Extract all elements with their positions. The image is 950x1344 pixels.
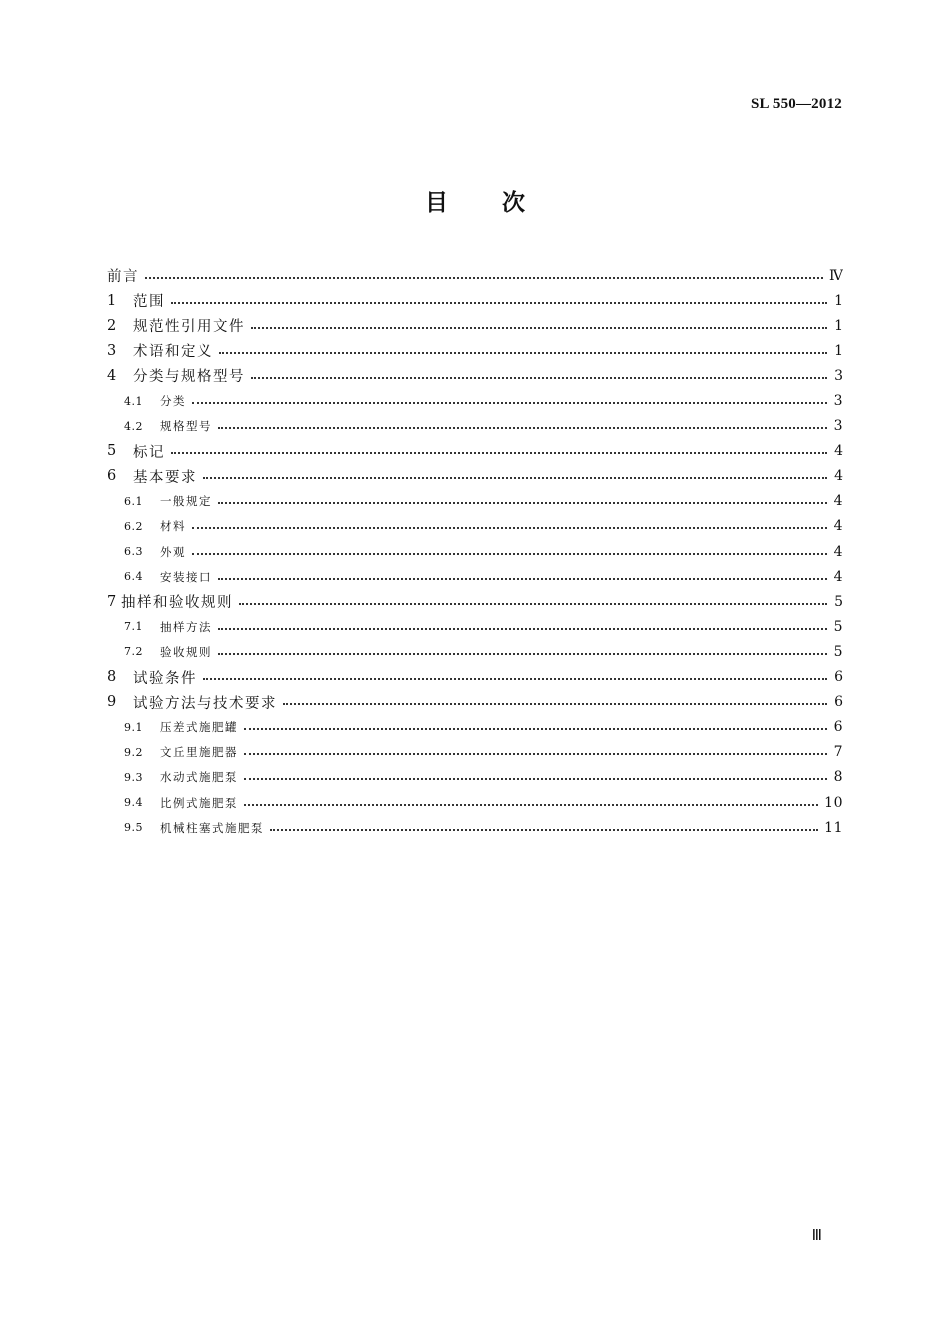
toc-entry[interactable] xyxy=(107,363,843,388)
toc-entry-page: 4 xyxy=(833,493,843,510)
toc-entry[interactable] xyxy=(107,263,843,288)
toc-entry-number: 7.1 xyxy=(124,620,143,634)
toc-entry[interactable] xyxy=(107,614,843,639)
toc-entry[interactable] xyxy=(107,464,843,489)
toc-entry-number: 9 xyxy=(107,694,117,711)
dot-leader xyxy=(171,452,827,454)
toc-entry[interactable] xyxy=(107,815,843,840)
page-title xyxy=(0,184,950,217)
toc-entry-number: 6.3 xyxy=(124,545,143,559)
toc-entry-page: 4 xyxy=(834,443,843,460)
toc-entry-page: 7 xyxy=(833,744,843,761)
toc-entry-number: 6.1 xyxy=(124,494,143,508)
toc-entry-page: 4 xyxy=(833,568,843,585)
toc-entry[interactable] xyxy=(107,665,843,690)
toc-entry-page: 8 xyxy=(833,769,843,786)
dot-leader xyxy=(219,352,827,354)
dot-leader xyxy=(283,703,827,705)
toc-entry-number: 4.2 xyxy=(124,419,143,433)
dot-leader xyxy=(218,653,827,655)
toc-entry[interactable] xyxy=(107,539,843,564)
toc-entry-page: 1 xyxy=(834,317,843,334)
toc-entry-label: 安装接口 xyxy=(160,569,212,584)
toc-entry-page: 1 xyxy=(834,292,843,309)
title-part-1: 目 xyxy=(424,190,448,216)
toc-entry-number: 6.4 xyxy=(124,570,143,584)
dot-leader xyxy=(251,377,827,379)
dot-leader xyxy=(145,277,823,279)
toc-entry-label: 术语和定义 xyxy=(133,344,213,361)
toc-entry-page: 1 xyxy=(834,342,843,359)
toc-entry-label: 试验方法与技术要求 xyxy=(133,695,277,712)
toc-entry[interactable] xyxy=(107,338,843,363)
toc-entry-number: 9.2 xyxy=(124,745,143,759)
toc-entry-label: 压差式施肥罐 xyxy=(160,720,238,735)
toc-entry-number: 6 xyxy=(107,468,117,485)
toc-entry[interactable] xyxy=(107,489,843,514)
toc-entry[interactable] xyxy=(107,715,843,740)
toc-entry-number: 7.2 xyxy=(124,645,143,659)
toc-entry-number: 9.1 xyxy=(124,720,143,734)
toc-entry-label: 材料 xyxy=(160,519,186,534)
dot-leader xyxy=(244,728,827,730)
toc-entry-page: 5 xyxy=(833,643,843,660)
toc-entry-label: 文丘里施肥器 xyxy=(160,745,238,760)
toc-entry-label: 基本要求 xyxy=(133,469,197,486)
toc-entry-label: 前言 xyxy=(107,269,139,286)
toc-entry[interactable] xyxy=(107,564,843,589)
toc-entry-label: 一般规定 xyxy=(160,494,212,509)
toc-entry-number: 4 xyxy=(107,367,117,384)
dot-leader xyxy=(239,603,827,605)
toc-entry[interactable] xyxy=(107,765,843,790)
dot-leader xyxy=(192,402,827,404)
dot-leader xyxy=(218,427,827,429)
toc-entry-number: 6.2 xyxy=(124,519,143,533)
toc-entry-page: 3 xyxy=(834,367,843,384)
toc-entry-page: 10 xyxy=(824,794,843,811)
dot-leader xyxy=(251,327,827,329)
dot-leader xyxy=(218,502,827,504)
toc-entry-number: 2 xyxy=(107,317,117,334)
toc-entry-page: 11 xyxy=(824,819,843,836)
page-number: Ⅲ xyxy=(811,1228,822,1244)
toc-entry[interactable] xyxy=(107,288,843,313)
standard-code: SL 550—2012 xyxy=(751,96,842,112)
toc-entry-page: 5 xyxy=(833,618,843,635)
toc-entry-label: 范围 xyxy=(133,294,165,311)
toc-entry-number: 5 xyxy=(107,443,117,460)
toc-entry-page: 6 xyxy=(834,694,843,711)
toc-entry-label: 比例式施肥泵 xyxy=(160,795,238,810)
dot-leader xyxy=(218,628,827,630)
toc-entry-page: 6 xyxy=(833,719,843,736)
dot-leader xyxy=(244,778,827,780)
dot-leader xyxy=(203,678,827,680)
dot-leader xyxy=(244,804,818,806)
dot-leader xyxy=(244,753,827,755)
toc-entry[interactable] xyxy=(107,790,843,815)
toc-entry-label: 标记 xyxy=(133,444,165,461)
toc-entry-label: 试验条件 xyxy=(133,670,197,687)
toc-entry[interactable] xyxy=(107,589,843,614)
toc-entry[interactable] xyxy=(107,313,843,338)
toc-entry-label: 分类与规格型号 xyxy=(133,369,245,386)
toc-entry-page: 6 xyxy=(834,669,843,686)
toc-entry-number: 4.1 xyxy=(124,394,143,408)
toc-entry-number: 7 xyxy=(107,593,117,610)
toc-entry[interactable] xyxy=(107,690,843,715)
toc-entry-label: 外观 xyxy=(160,544,186,559)
toc-entry-page: 3 xyxy=(833,393,843,410)
toc-entry-label: 规范性引用文件 xyxy=(133,319,245,336)
toc-entry-page: 4 xyxy=(833,543,843,560)
toc-entry-label: 抽样方法 xyxy=(160,619,212,634)
toc-entry[interactable] xyxy=(107,639,843,664)
toc-entry-page: 5 xyxy=(834,593,843,610)
toc-entry-number: 9.5 xyxy=(124,821,143,835)
toc-entry[interactable] xyxy=(107,414,843,439)
toc-entry-number: 3 xyxy=(107,342,117,359)
toc-entry-number: 9.3 xyxy=(124,770,143,784)
table-of-contents xyxy=(107,263,843,840)
dot-leader xyxy=(203,477,827,479)
toc-entry-page: 3 xyxy=(833,418,843,435)
title-part-2: 次 xyxy=(502,190,525,216)
toc-entry-label: 验收规则 xyxy=(160,644,212,659)
toc-entry-label: 机械柱塞式施肥泵 xyxy=(160,820,264,835)
dot-leader xyxy=(218,578,827,580)
toc-entry-page: 4 xyxy=(833,518,843,535)
toc-entry-label: 规格型号 xyxy=(160,419,212,434)
toc-entry-label: 分类 xyxy=(160,394,186,409)
dot-leader xyxy=(192,553,827,555)
toc-entry-label: 水动式施肥泵 xyxy=(160,770,238,785)
dot-leader xyxy=(192,527,827,529)
toc-entry[interactable] xyxy=(107,388,843,413)
toc-entry-number: 1 xyxy=(107,292,117,309)
toc-entry[interactable] xyxy=(107,514,843,539)
toc-entry-number: 8 xyxy=(107,669,117,686)
toc-entry-page: 4 xyxy=(834,468,843,485)
toc-entry-page: Ⅳ xyxy=(829,267,843,284)
toc-entry-number: 9.4 xyxy=(124,796,143,810)
toc-entry-label: 抽样和验收规则 xyxy=(121,595,233,612)
dot-leader xyxy=(171,302,827,304)
toc-entry[interactable] xyxy=(107,740,843,765)
dot-leader xyxy=(270,829,818,831)
toc-entry[interactable] xyxy=(107,439,843,464)
